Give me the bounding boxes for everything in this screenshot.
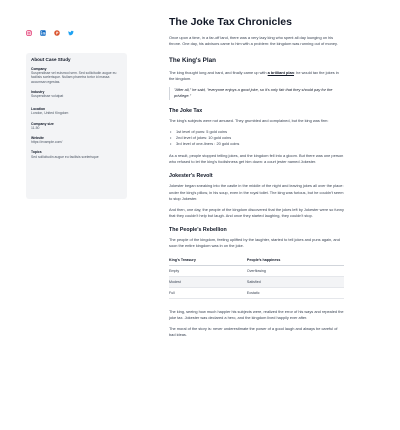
company-value: Suspendisse vel euismod sem. Sed sollicitudin augue eu facilisis scelerisque. Nullam pharetra tortor id massa accumsan egestas. — [31, 71, 117, 84]
table-cell: Ecstatic — [247, 288, 344, 299]
twitter-icon[interactable] — [68, 30, 74, 36]
tax-levels-list — [169, 129, 344, 148]
table-cell: Satisfied — [247, 277, 344, 288]
article — [169, 16, 344, 343]
industry-value: Suspendisse volutpat — [31, 94, 64, 99]
card-title: About Case Study — [31, 57, 71, 62]
table-row — [169, 266, 344, 277]
list-item: • 3rd level of one-liners : 20 gold coins — [169, 141, 344, 147]
table-cell: Modest — [169, 277, 247, 288]
plan-text-before: The king thought long and hard, and finally came up with — [169, 70, 268, 76]
website-label: Website — [31, 136, 44, 141]
location-label: Location — [31, 107, 46, 112]
social-links — [26, 30, 74, 36]
producthunt-icon[interactable] — [54, 30, 60, 36]
revolt-paragraph-2: And then, one day, the people of the kingdom discovered that the jokes left by Jokester were so funny that they couldn't help but laugh. And once they started laughing, they couldn't stop. — [169, 206, 344, 218]
rebellion-paragraph: The people of the kingdom, feeling uplifted by the laughter, started to tell jokes and puns again, and soon the entire kingdom was in on the joke. — [169, 236, 340, 249]
table-cell: Empty — [169, 266, 247, 277]
table-cell: Full — [169, 288, 247, 299]
intro-paragraph: Once upon a time, in a far-off land, there was a very lazy king who spent all day lounging on his throne. One day, his advisors came to him with a problem: the kingdom was running out of money. — [169, 35, 338, 47]
table-cell: Overflowing — [247, 266, 344, 277]
table-header-row — [169, 255, 344, 266]
list-item: • 2nd level of jokes: 10 gold coins — [169, 135, 344, 141]
jokesters-revolt-heading: Jokester's Revolt — [169, 173, 213, 180]
instagram-icon[interactable] — [26, 30, 32, 36]
kings-plan-heading: The King's Plan — [169, 57, 216, 65]
joke-tax-heading: The Joke Tax — [169, 107, 203, 114]
table-row — [169, 288, 344, 299]
plan-text-after: : he would tax the jokes in the kingdom. — [169, 70, 339, 82]
topics-value: Sed sollicitudin augue eu facilisis scelerisque — [31, 154, 99, 159]
industry-label: Industry — [31, 89, 45, 94]
linkedin-icon[interactable] — [40, 30, 46, 36]
location-value: London, United Kingdom — [31, 111, 69, 116]
company-size-value: 11-50 — [31, 125, 40, 130]
table-row — [169, 277, 344, 288]
topics-label: Topics — [31, 150, 42, 155]
ending-paragraph-2: The moral of the story is: never underestimate the power of a good laugh and always be careful of bad ideas. — [169, 326, 338, 338]
kings-plan-paragraph — [169, 70, 344, 82]
joke-tax-paragraph: The king's subjects were not amused. They grumbled and complained, but the king was firm: — [169, 117, 329, 123]
company-size-label: Company size — [31, 121, 54, 126]
king-quote: "After all," he said, "everyone enjoys a good joke, so it's only fair that they should pay for the privilege." — [169, 87, 344, 99]
peoples-rebellion-heading: The People's Rebellion — [169, 226, 227, 233]
treasury-happiness-table — [169, 255, 344, 299]
table-header-cell: People's happiness — [247, 255, 344, 266]
page-title: The Joke Tax Chronicles — [169, 16, 292, 28]
revolt-paragraph-1: Jokester began sneaking into the castle in the middle of the night and leaving jokes all over the place: under the king's pillow, in his soup, even in the royal toilet. The king was furious, but he couldn't seem to stop Jokester. — [169, 183, 344, 201]
about-case-study-card — [26, 53, 127, 199]
joke-tax-paragraph-2: As a result, people stopped telling jokes, and the kingdom fell into a gloom. But there was one person who refused to let the king's foolishness get him down: a court jester named Jokester. — [169, 153, 344, 165]
list-item: • 1st level of puns: 5 gold coins — [169, 129, 344, 135]
brilliant-plan-link[interactable]: a brilliant plan — [267, 70, 295, 76]
company-label: Company — [31, 67, 47, 71]
website-link[interactable]: https://example.com/ — [31, 140, 63, 145]
ending-paragraph-1: The king, seeing how much happier his subjects were, realized the error of his ways and repealed the joke tax. Jokester was declared a hero, and the kingdom lived happily ever after. — [169, 309, 344, 321]
table-header-cell: King's Treasury — [169, 255, 247, 266]
